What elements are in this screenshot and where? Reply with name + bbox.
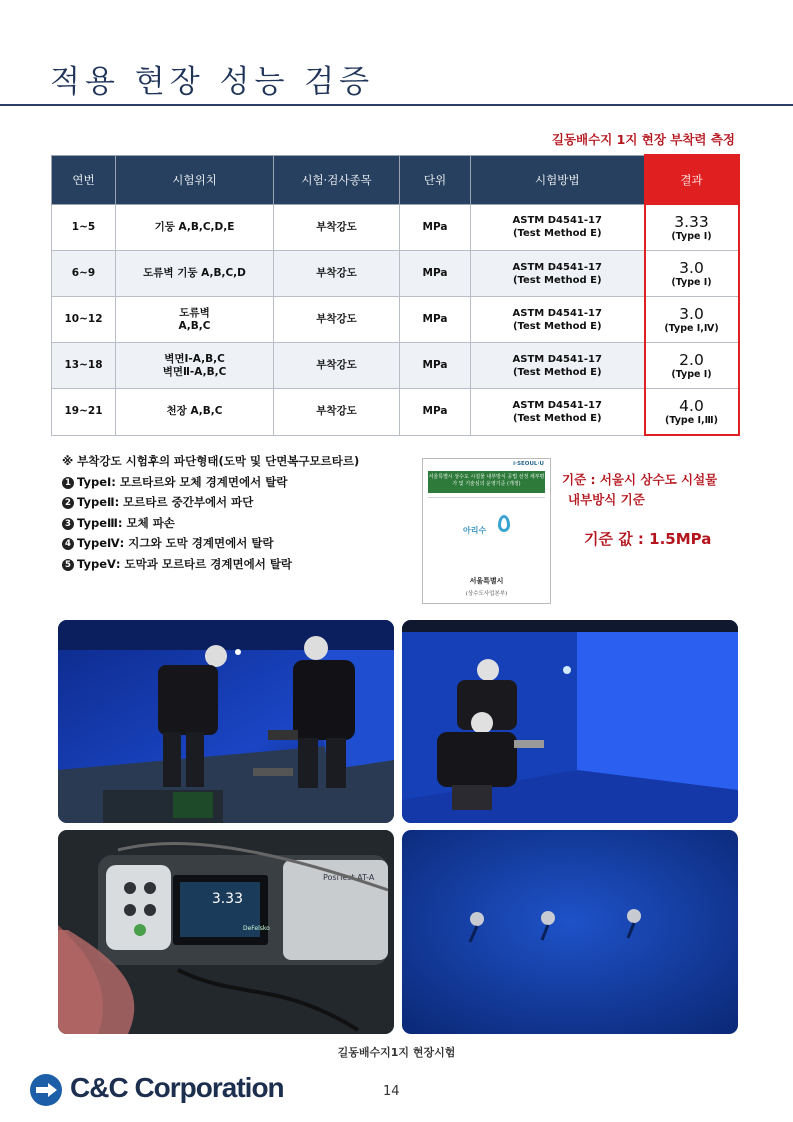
cell-unit: MPa [400,297,471,343]
results-table [51,154,740,436]
notes-heading: ※ 부착강도 시험후의 파단형태(도막 및 단면복구모르타르) [62,454,360,468]
note-text: TypeⅠ: 모르타르와 모체 경계면에서 탈락 [77,474,288,489]
photo-caption: 길동배수지1지 현장시험 [337,1046,456,1059]
note-item [62,472,359,493]
header-location: 시험위치 [116,155,274,204]
location-line: A,B,C [178,319,211,332]
header-unit: 단위 [400,155,471,204]
cell-item: 부착강도 [274,389,400,436]
standard-value: 기준 값 : 1.5MPa [584,530,712,548]
arisu-logo: 아리수 [463,526,487,535]
cell-no: 19~21 [52,389,116,436]
cell-no: 1~5 [52,204,116,251]
title-divider [0,104,793,106]
header-item: 시험·검사종목 [274,155,400,204]
cell-item: 부착강도 [274,343,400,389]
cell-location [116,343,274,389]
table-row [52,251,739,297]
document-title-banner: 서울특별시 상수도 시설물 내부방식 공법 선정 세부평가 및 기술심의 운영기준 (개정) [428,471,545,493]
cell-location [116,204,274,251]
result-value: 4.0 [679,396,704,415]
note-text: TypeⅤ: 도막과 모르타르 경계면에서 탈락 [77,556,293,571]
result-type: (Type Ⅰ) [671,368,712,380]
note-number-badge: 4 [62,538,74,550]
table-header-row [52,155,739,204]
cell-no: 13~18 [52,343,116,389]
cell-unit: MPa [400,204,471,251]
note-number-badge: 3 [62,518,74,530]
result-type: (Type Ⅰ,Ⅳ) [664,322,719,334]
site-photo-workers-corner [402,620,738,823]
company-logo-icon [30,1074,62,1106]
table-row [52,343,739,389]
cell-result [645,343,739,389]
cell-result [645,251,739,297]
method-line: (Test Method E) [512,366,602,378]
method-line: (Test Method E) [512,274,602,286]
note-item [62,513,359,534]
company-name: C&C Corporation [70,1072,284,1103]
location-line: 벽면Ⅰ-A,B,C [164,352,225,365]
header-no: 연번 [52,155,116,204]
note-item [62,533,359,554]
cell-location [116,251,274,297]
cell-unit: MPa [400,389,471,436]
cell-location [116,389,274,436]
location-line: 기둥 A,B,C,D,E [154,220,235,233]
cell-method [471,389,645,436]
table-row [52,297,739,343]
cell-no: 10~12 [52,297,116,343]
gauge-reading: 3.33 [211,891,243,907]
location-line: 도류벽 기둥 A,B,C,D [143,267,246,279]
method-line: (Test Method E) [512,320,602,332]
result-value: 3.0 [679,304,704,323]
fracture-notes [62,451,359,574]
location-line: 도류벽 [179,306,210,319]
note-number-badge: 1 [62,477,74,489]
table-row [52,204,739,251]
cell-item: 부착강도 [274,204,400,251]
note-number-badge: 5 [62,559,74,571]
gauge-maker: DeFelsko [243,925,270,932]
document-publisher-sub: (상수도사업본부) [465,591,508,597]
cell-item: 부착강도 [274,297,400,343]
method-line: ASTM D4541-17 [512,215,602,227]
location-line: 천장 A,B,C [166,405,223,418]
standard-label [562,470,717,510]
site-photo-workers-wall [58,620,394,823]
site-photo-test-dollies [402,830,738,1034]
result-type: (Type Ⅰ) [671,230,712,242]
standard-document-cover [422,458,551,604]
method-line: ASTM D4541-17 [512,399,602,411]
page-number: 14 [383,1084,400,1099]
table-caption: 길동배수지 1지 현장 부착력 측정 [551,132,735,147]
result-type: (Type Ⅰ,Ⅲ) [665,414,718,426]
cell-location [116,297,274,343]
method-line: ASTM D4541-17 [512,307,602,319]
note-text: TypeⅣ: 지그와 도막 경계면에서 탈락 [77,536,274,550]
cell-result [645,204,739,251]
method-line: ASTM D4541-17 [512,261,602,273]
result-type: (Type Ⅰ) [671,276,712,288]
note-item [62,554,359,575]
location-line: 벽면Ⅱ-A,B,C [162,365,227,378]
header-result: 결과 [645,155,739,204]
note-text: TypeⅡ: 모르타르 중간부에서 파단 [77,495,254,509]
table-row [52,389,739,436]
cell-method [471,251,645,297]
cell-unit: MPa [400,343,471,389]
standard-line-2: 내부방식 기준 [568,492,645,507]
result-value: 2.0 [679,350,704,369]
method-line: ASTM D4541-17 [512,353,602,365]
gauge-brand: PosiTest AT-A [323,873,375,882]
standard-line-1: 기준 : 서울시 상수도 시설물 [562,472,718,487]
water-drop-icon [498,515,510,532]
cell-method [471,297,645,343]
cell-no: 6~9 [52,251,116,297]
cell-method [471,204,645,251]
page-title: 적용 현장 성능 검증 [50,64,375,100]
cell-result [645,297,739,343]
cell-result [645,389,739,436]
document-publisher: 서울특별시 [469,577,504,585]
header-method: 시험방법 [471,155,645,204]
site-photo-adhesion-gauge [58,830,394,1034]
note-text: TypeⅢ: 모체 파손 [77,515,175,530]
method-line: (Test Method E) [512,228,602,240]
note-item [62,492,359,513]
cell-method [471,343,645,389]
result-value: 3.33 [674,212,709,231]
note-number-badge: 2 [62,497,74,509]
result-value: 3.0 [679,258,704,277]
seoul-mark: i·SEOUL·U [513,461,544,467]
method-line: (Test Method E) [512,412,602,424]
cell-unit: MPa [400,251,471,297]
cell-item: 부착강도 [274,251,400,297]
